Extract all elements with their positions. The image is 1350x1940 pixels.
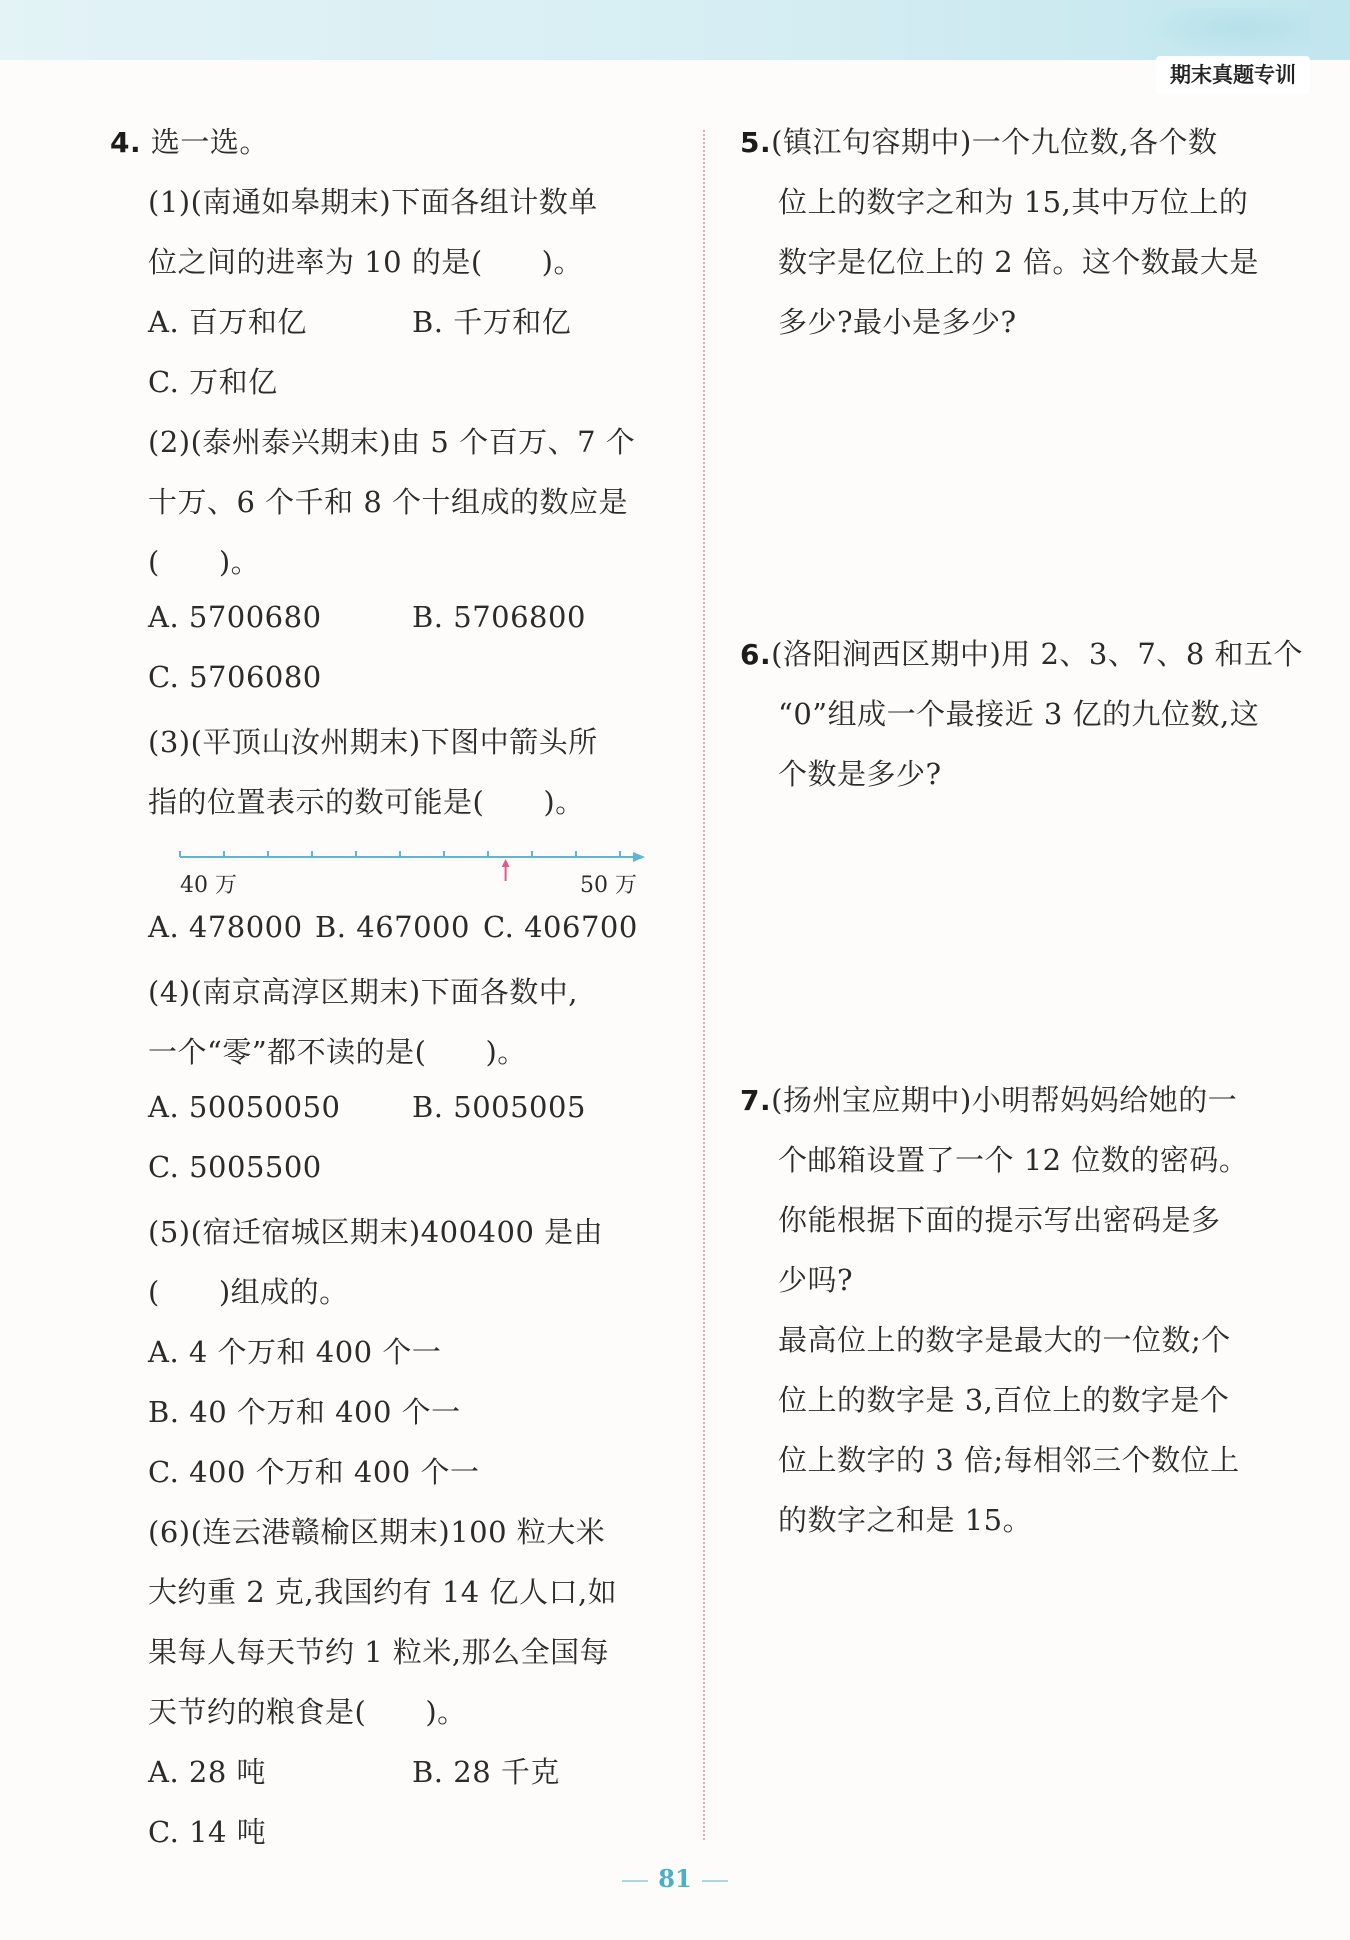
q4-p5-line-1: (5)(宿迁宿城区期末)400400 是由 [148,1215,604,1249]
q4-p4-option-b: B. 5005005 [412,1090,586,1124]
q7-line-6: 位上的数字是 3,百位上的数字是个 [778,1383,1230,1417]
q4-p6-option-a: A. 28 吨 [148,1755,266,1789]
q4-p4-line-2: 一个“零”都不读的是( )。 [148,1035,527,1069]
q7-text-1: (扬州宝应期中)小明帮妈妈给她的一 [771,1083,1238,1117]
q7-line-1 [740,1078,1237,1119]
q4-p5-option-a: A. 4 个万和 400 个一 [148,1335,442,1369]
number-line-end-label: 50 万 [580,873,637,898]
q4-title: 选一选。 [150,125,269,159]
q4-p2-option-a: A. 5700680 [148,600,322,634]
q4-heading [110,120,269,161]
column-divider [703,130,705,1840]
q4-p4-line-1: (4)(南京高淳区期末)下面各数中, [148,975,578,1009]
q4-p6-line-4: 天节约的粮食是( )。 [148,1695,467,1729]
header-band [0,0,1350,60]
number-line [175,845,655,905]
q7-line-2: 个邮箱设置了一个 12 位数的密码。 [778,1143,1249,1177]
q7-line-8: 的数字之和是 15。 [778,1503,1033,1537]
q6-line-3: 个数是多少? [778,757,942,791]
q4-p5-option-c: C. 400 个万和 400 个一 [148,1455,480,1489]
q4-p3-line-2: 指的位置表示的数可能是( )。 [148,785,585,819]
q5-line-3: 数字是亿位上的 2 倍。这个数最大是 [778,245,1259,279]
q6-text-1: (洛阳涧西区期中)用 2、3、7、8 和五个 [771,637,1303,671]
q4-p1-line-2: 位之间的进率为 10 的是( )。 [148,245,583,279]
q4-p2-option-b: B. 5706800 [412,600,586,634]
q5-text-1: (镇江句容期中)一个九位数,各个数 [771,125,1218,159]
q5-line-1 [740,120,1217,161]
q4-p2-line-3: ( )。 [148,545,261,579]
q4-p4-option-a: A. 50050050 [148,1090,341,1124]
q7-line-5: 最高位上的数字是最大的一位数;个 [778,1323,1231,1357]
number-line-arrowhead [633,852,645,862]
q4-p6-option-c: C. 14 吨 [148,1815,267,1849]
q5-line-2: 位上的数字之和为 15,其中万位上的 [778,185,1249,219]
q4-p5-option-b: B. 40 个万和 400 个一 [148,1395,461,1429]
q4-p3-option-c: C. 406700 [483,910,638,944]
section-tag: 期末真题专训 [1156,56,1310,94]
q4-p6-line-2: 大约重 2 克,我国约有 14 亿人口,如 [148,1575,618,1609]
q7-line-4: 少吗? [778,1263,854,1297]
q5-line-4: 多少?最小是多少? [778,305,1017,339]
q7-number: 7. [740,1084,772,1117]
page-number-text: 81 [658,1864,692,1893]
q4-p3-line-1: (3)(平顶山汝州期末)下图中箭头所 [148,725,598,759]
page-number [0,1864,1350,1893]
q4-p2-line-1: (2)(泰州泰兴期末)由 5 个百万、7 个 [148,425,636,459]
q4-p3-option-a: A. 478000 [148,910,303,944]
q4-p1-option-a: A. 百万和亿 [148,305,307,339]
q4-p2-option-c: C. 5706080 [148,660,322,694]
q4-number: 4. [110,126,142,159]
q4-p1-option-b: B. 千万和亿 [412,305,572,339]
q4-p6-line-1: (6)(连云港赣榆区期末)100 粒大米 [148,1515,606,1549]
q4-p2-line-2: 十万、6 个千和 8 个十组成的数应是 [148,485,629,519]
pointer-arrow-icon [502,859,510,881]
q6-number: 6. [740,638,772,671]
q5-number: 5. [740,126,772,159]
footer-dash-left [622,1880,648,1882]
q4-p6-line-3: 果每人每天节约 1 粒米,那么全国每 [148,1635,610,1669]
q7-line-7: 位上数字的 3 倍;每相邻三个数位上 [778,1443,1240,1477]
q4-p3-option-b: B. 467000 [315,910,470,944]
q4-p5-line-2: ( )组成的。 [148,1275,349,1309]
number-line-start-label: 40 万 [180,873,237,898]
footer-dash-right [702,1880,728,1882]
q6-line-1 [740,632,1303,673]
q4-p4-option-c: C. 5005500 [148,1150,322,1184]
q4-p1-option-c: C. 万和亿 [148,365,278,399]
q4-p1-line-1: (1)(南通如皋期末)下面各组计数单 [148,185,598,219]
q6-line-2: “0”组成一个最接近 3 亿的九位数,这 [778,697,1260,731]
q7-line-3: 你能根据下面的提示写出密码是多 [778,1203,1221,1237]
q4-p6-option-b: B. 28 千克 [412,1755,560,1789]
